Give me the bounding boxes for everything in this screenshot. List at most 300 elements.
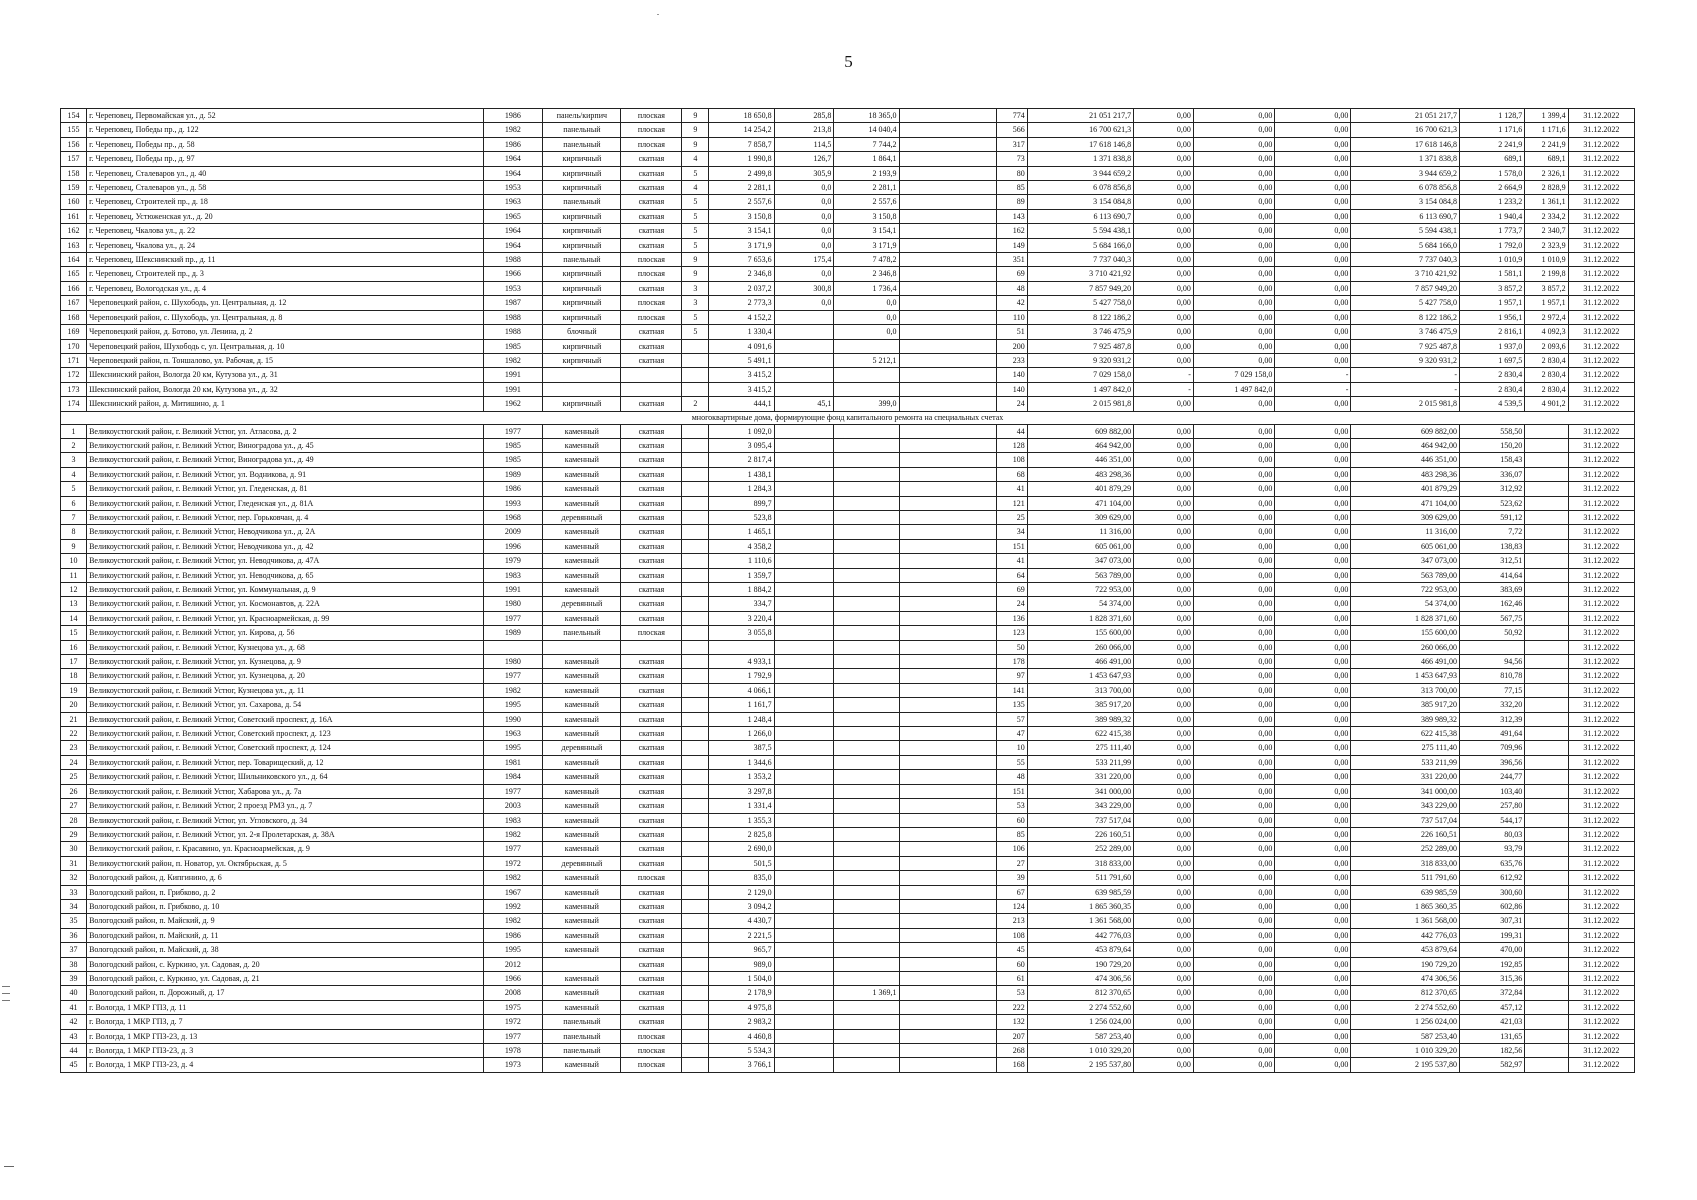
table-row [61,640,1635,654]
table-cell [899,467,997,481]
table-cell: 0,00 [1134,267,1194,281]
table-cell: 1 233,2 [1460,195,1525,209]
table-cell: 2 830,4 [1525,368,1568,382]
table-cell: 609 882,00 [1027,424,1133,438]
table-cell: 2 334,2 [1525,209,1568,223]
table-cell: 464 942,00 [1027,438,1133,452]
table-cell: 68 [997,467,1027,481]
table-cell: кирпичный [543,238,621,252]
table-cell: 0,00 [1275,712,1351,726]
table-row [61,325,1635,339]
table-cell: 3 220,4 [709,611,774,625]
table-cell: Великоустюгский район, г. Великий Устюг, ул. Красноармейская, д. 99 [87,611,483,625]
table-cell: 9 [61,539,87,553]
table-cell: 0,00 [1134,482,1194,496]
table-cell [543,640,621,654]
table-cell: 128 [997,438,1027,452]
table-cell: блочный [543,325,621,339]
table-cell: 14 [61,611,87,625]
table-cell [899,296,997,310]
table-cell: 1 369,1 [834,986,899,1000]
table-cell: скатная [621,195,682,209]
table-cell: Великоустюгский район, г. Великий Устюг, Шильниковского ул., д. 64 [87,770,483,784]
table-cell: 639 985,59 [1027,885,1133,899]
table-cell: 207 [997,1029,1027,1043]
table-cell: 0,00 [1193,209,1274,223]
table-row [61,166,1635,180]
table-cell: 1993 [483,496,543,510]
table-cell [774,842,834,856]
table-cell: 7 653,6 [709,253,774,267]
table-cell: 0,00 [1134,669,1194,683]
table-cell: 0,00 [1193,597,1274,611]
table-cell: 1 128,7 [1460,109,1525,123]
table-cell [774,885,834,899]
table-cell [1525,424,1568,438]
table-cell: 0,00 [1134,325,1194,339]
table-cell: Великоустюгский район, г. Великий Устюг, ул. Неводчикова, д. 65 [87,568,483,582]
table-cell: скатная [621,353,682,367]
table-row [61,626,1635,640]
table-cell: 170 [61,339,87,353]
table-cell: 1985 [483,438,543,452]
table-cell: каменный [543,424,621,438]
scan-mark [2,993,10,994]
table-cell: 11 316,00 [1351,525,1460,539]
table-cell [899,181,997,195]
table-cell: г. Череповец, Строителей пр., д. 3 [87,267,483,281]
table-cell [899,1044,997,1058]
table-cell: Шекснинский район, Вологда 20 км, Кутузова ул., д. 32 [87,382,483,396]
table-cell [543,368,621,382]
table-cell: кирпичный [543,224,621,238]
table-cell: 334,7 [709,597,774,611]
table-cell: 0,00 [1134,539,1194,553]
table-cell: 0,00 [1275,827,1351,841]
table-cell: 1985 [483,453,543,467]
table-cell: 0,00 [1275,438,1351,452]
table-cell: 635,76 [1460,856,1525,870]
table-cell [682,741,709,755]
table-cell: 414,64 [1460,568,1525,582]
table-cell [1525,611,1568,625]
table-cell: скатная [621,525,682,539]
table-cell [899,267,997,281]
table-cell [774,1058,834,1072]
table-cell: 0,00 [1193,1000,1274,1014]
table-cell: 31.12.2022 [1568,799,1634,813]
table-cell: 1966 [483,267,543,281]
table-cell: 0,00 [1193,770,1274,784]
table-cell [774,827,834,841]
table-cell: 5 [682,209,709,223]
table-cell [834,784,899,798]
table-cell [483,640,543,654]
table-cell [1525,453,1568,467]
table-cell: 1 792,0 [1460,238,1525,252]
table-cell: скатная [621,813,682,827]
table-cell [682,698,709,712]
table-cell: 252 289,00 [1351,842,1460,856]
table-cell: 0,00 [1134,957,1194,971]
table-cell: 0,00 [1193,109,1274,123]
table-cell: Великоустюгский район, г. Великий Устюг, Неводчикова ул., д. 42 [87,539,483,553]
table-cell [899,611,997,625]
table-cell: 213 [997,914,1027,928]
table-cell: 31.12.2022 [1568,712,1634,726]
table-row [61,554,1635,568]
table-cell: каменный [543,583,621,597]
table-cell: скатная [621,755,682,769]
table-cell: 0,00 [1275,281,1351,295]
table-cell [899,943,997,957]
table-cell: 989,0 [709,957,774,971]
table-cell: 0,00 [1134,842,1194,856]
table-cell: г. Вологда, 1 МКР ГПЗ-23, д. 4 [87,1058,483,1072]
table-cell [1525,943,1568,957]
table-cell: каменный [543,943,621,957]
table-cell: 31.12.2022 [1568,339,1634,353]
table-cell: 0,00 [1193,397,1274,411]
table-cell: 2 [61,438,87,452]
table-cell [899,683,997,697]
table-cell: 0,00 [1134,467,1194,481]
table-cell: 1 171,6 [1460,123,1525,137]
table-cell: 31.12.2022 [1568,267,1634,281]
table-cell: 0,00 [1193,438,1274,452]
table-cell [834,827,899,841]
table-cell [1525,640,1568,654]
table-cell: 0,00 [1275,885,1351,899]
table-cell: 31.12.2022 [1568,741,1634,755]
table-cell: 3 154,1 [709,224,774,238]
table-cell: 385 917,20 [1027,698,1133,712]
table-cell: 0,00 [1134,1000,1194,1014]
table-cell: 396,56 [1460,755,1525,769]
table-row [61,353,1635,367]
table-cell: Шекснинский район, Вологда 20 км, Кутузова ул., д. 31 [87,368,483,382]
table-cell: Вологодский район, с. Куркино, ул. Садовая, д. 21 [87,971,483,985]
table-cell: 4 975,8 [709,1000,774,1014]
table-cell: 1967 [483,885,543,899]
table-cell: 0,0 [774,267,834,281]
table-cell: 0,00 [1275,238,1351,252]
table-cell: 2 825,8 [709,827,774,841]
table-cell: 80,03 [1460,827,1525,841]
table-cell: 154 [61,109,87,123]
table-cell: скатная [621,669,682,683]
table-cell: 17 618 146,8 [1027,137,1133,151]
table-cell: 0,00 [1193,669,1274,683]
table-row [61,209,1635,223]
table-cell: Великоустюгский район, г. Великий Устюг, Советский проспект, д. 124 [87,741,483,755]
table-cell: каменный [543,770,621,784]
table-cell: 1973 [483,1058,543,1072]
table-cell: 31.12.2022 [1568,195,1634,209]
table-cell: 140 [997,382,1027,396]
table-cell: 4 358,2 [709,539,774,553]
table-cell: 341 000,00 [1351,784,1460,798]
table-cell: 18 650,8 [709,109,774,123]
table-cell [682,1015,709,1029]
table-cell [1525,914,1568,928]
table-cell: 213,8 [774,123,834,137]
table-cell [774,310,834,324]
table-cell: 544,17 [1460,813,1525,827]
table-cell: г. Череповец, Первомайская ул., д. 52 [87,109,483,123]
table-cell: 0,00 [1275,1044,1351,1058]
table-cell: 2 830,4 [1460,368,1525,382]
table-row [61,296,1635,310]
table-cell: плоская [621,1044,682,1058]
table-cell [899,986,997,1000]
table-cell: 312,51 [1460,554,1525,568]
table-cell: 1 010,9 [1525,253,1568,267]
table-cell: 0,00 [1193,152,1274,166]
table-cell: 31.12.2022 [1568,382,1634,396]
table-cell: 24 [61,755,87,769]
table-cell [1525,1000,1568,1014]
table-cell [682,914,709,928]
table-cell: 0,00 [1275,784,1351,798]
table-cell: 0,00 [1193,339,1274,353]
table-cell [834,626,899,640]
scan-dot [657,14,659,15]
table-cell: панельный [543,1029,621,1043]
table-cell [774,856,834,870]
table-cell: - [1275,368,1351,382]
table-cell: 166 [61,281,87,295]
table-cell: 1 453 647,93 [1351,669,1460,683]
table-cell: 0,00 [1134,871,1194,885]
table-row [61,741,1635,755]
table-cell [774,1015,834,1029]
table-row [61,1044,1635,1058]
table-cell: 94,56 [1460,655,1525,669]
table-cell: 0,00 [1134,397,1194,411]
table-cell: скатная [621,943,682,957]
table-cell [682,971,709,985]
table-cell [682,1058,709,1072]
table-cell: 1977 [483,784,543,798]
table-cell: скатная [621,583,682,597]
table-cell: 0,00 [1193,986,1274,1000]
table-cell: 31.12.2022 [1568,943,1634,957]
table-cell: кирпичный [543,281,621,295]
table-cell [899,827,997,841]
table-cell: 47 [997,727,1027,741]
table-cell: 4 [61,467,87,481]
table-row [61,525,1635,539]
table-cell [1525,583,1568,597]
table-cell: 160 [61,195,87,209]
table-cell [1525,525,1568,539]
table-cell: Великоустюгский район, г. Великий Устюг, ул. Кирова, д. 56 [87,626,483,640]
table-cell: 161 [61,209,87,223]
table-cell [899,166,997,180]
table-cell [774,986,834,1000]
table-cell [1525,568,1568,582]
table-row [61,510,1635,524]
table-cell: Вологодский район, п. Майский, д. 38 [87,943,483,957]
table-row [61,181,1635,195]
table-cell: 0,00 [1134,281,1194,295]
table-cell: 34 [61,899,87,913]
table-cell [899,339,997,353]
table-cell [774,353,834,367]
table-cell: 0,00 [1275,224,1351,238]
table-cell: 0,00 [1134,626,1194,640]
table-cell: 0,00 [1193,856,1274,870]
table-cell: 835,0 [709,871,774,885]
table-cell: скатная [621,1015,682,1029]
housing-registry-table [60,108,1635,1073]
table-cell: 9 [682,267,709,281]
table-cell: 2 281,1 [834,181,899,195]
table-cell [682,1000,709,1014]
table-cell [899,784,997,798]
table-cell: 737 517,04 [1351,813,1460,827]
table-cell: 1980 [483,597,543,611]
table-cell: деревянный [543,510,621,524]
table-cell: 4 091,6 [709,339,774,353]
table-cell [774,928,834,942]
table-cell: - [1351,368,1460,382]
table-cell: 389 989,32 [1027,712,1133,726]
table-cell: 31.12.2022 [1568,424,1634,438]
table-cell: 151 [997,539,1027,553]
table-cell [834,813,899,827]
table-cell [774,626,834,640]
table-cell: 0,00 [1134,583,1194,597]
table-cell: 0,00 [1275,957,1351,971]
table-cell [682,727,709,741]
table-cell: 155 600,00 [1351,626,1460,640]
table-cell: 1 438,1 [709,467,774,481]
table-cell: 149 [997,238,1027,252]
table-cell: деревянный [543,856,621,870]
table-cell: 0,0 [774,238,834,252]
table-cell: 143 [997,209,1027,223]
table-cell: скатная [621,986,682,1000]
table-cell: 13 [61,597,87,611]
table-cell: 453 879,64 [1027,943,1133,957]
table-cell: 69 [997,583,1027,597]
table-cell: 60 [997,813,1027,827]
table-cell: скатная [621,770,682,784]
table-cell [899,238,997,252]
table-cell: 563 789,00 [1351,568,1460,582]
table-cell: 31.12.2022 [1568,784,1634,798]
table-cell [1525,712,1568,726]
table-cell: 383,69 [1460,583,1525,597]
table-cell: 2 [682,397,709,411]
table-cell: 50 [997,640,1027,654]
table-cell: 3 766,1 [709,1058,774,1072]
table-cell: Великоустюгский район, г. Великий Устюг, ул. Космонавтов, д. 22А [87,597,483,611]
table-cell: Череповецкий район, Шухободь с, ул. Центральная, д. 10 [87,339,483,353]
table-cell [682,943,709,957]
table-cell: 1 453 647,93 [1027,669,1133,683]
table-cell: 511 791,60 [1027,871,1133,885]
table-cell: 442 776,03 [1351,928,1460,942]
table-cell: 1988 [483,253,543,267]
table-cell: 31.12.2022 [1568,611,1634,625]
table-cell: 2009 [483,525,543,539]
table-cell [774,482,834,496]
table-cell [834,467,899,481]
table-cell: 0,00 [1134,224,1194,238]
table-cell: 0,00 [1193,1029,1274,1043]
table-row [61,382,1635,396]
table-cell: 0,00 [1193,827,1274,841]
table-cell: 42 [997,296,1027,310]
table-cell: 7 478,2 [834,253,899,267]
table-cell: 0,00 [1275,1058,1351,1072]
data-table [60,108,1635,1073]
table-cell [899,554,997,568]
table-cell: плоская [621,1058,682,1072]
table-cell: 1986 [483,109,543,123]
scan-mark [2,1000,10,1001]
table-cell [774,539,834,553]
table-cell: 12 [61,583,87,597]
table-cell: 1964 [483,152,543,166]
table-cell: 0,00 [1134,166,1194,180]
table-cell: 1991 [483,368,543,382]
table-cell: 17 [61,655,87,669]
table-cell: 0,00 [1275,568,1351,582]
table-cell: 53 [997,986,1027,1000]
table-cell [899,525,997,539]
table-cell [774,339,834,353]
table-cell [774,899,834,913]
table-cell [834,583,899,597]
table-cell [834,1000,899,1014]
table-cell: 167 [61,296,87,310]
table-cell: 0,00 [1193,943,1274,957]
table-cell [774,957,834,971]
table-cell: 2 499,8 [709,166,774,180]
table-cell: 1 256 024,00 [1351,1015,1460,1029]
table-cell: 0,00 [1134,568,1194,582]
table-cell: 7 858,7 [709,137,774,151]
table-cell [774,525,834,539]
table-cell: 566 [997,123,1027,137]
table-cell [899,424,997,438]
table-cell: г. Череповец, Шекснинский пр., д. 11 [87,253,483,267]
table-cell: 244,77 [1460,770,1525,784]
table-cell: скатная [621,741,682,755]
table-cell: 10 [997,741,1027,755]
table-cell [774,712,834,726]
table-cell: 54 374,00 [1351,597,1460,611]
table-cell: 31.12.2022 [1568,727,1634,741]
table-cell: 389 989,32 [1351,712,1460,726]
table-cell: 0,0 [834,325,899,339]
table-cell: 1990 [483,712,543,726]
table-cell: 260 066,00 [1351,640,1460,654]
table-cell: 233 [997,353,1027,367]
table-cell: 523,8 [709,510,774,524]
table-cell: 0,00 [1275,899,1351,913]
table-cell: 9 320 931,2 [1027,353,1133,367]
table-cell [899,597,997,611]
table-cell: 385 917,20 [1351,698,1460,712]
table-cell [899,957,997,971]
table-cell: 0,00 [1193,123,1274,137]
table-cell: Череповецкий район, с. Шухободь, ул. Центральная, д. 8 [87,310,483,324]
